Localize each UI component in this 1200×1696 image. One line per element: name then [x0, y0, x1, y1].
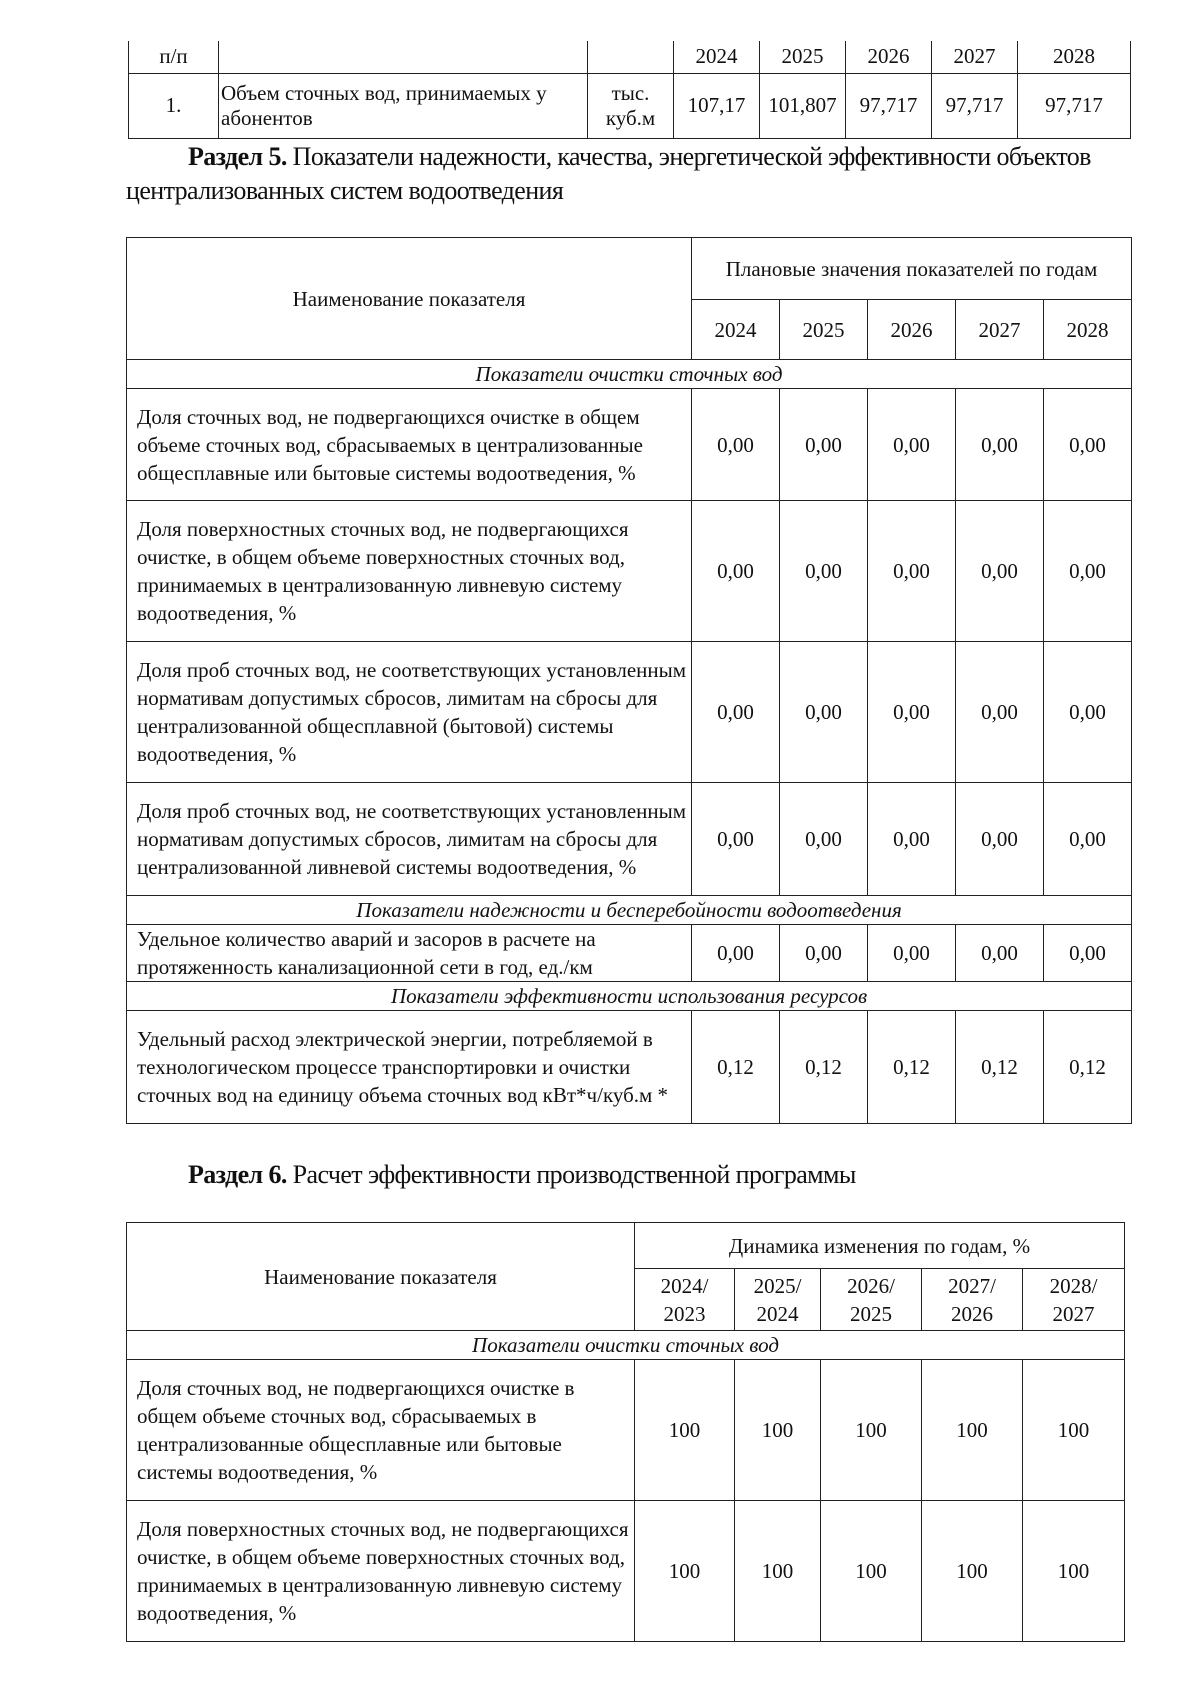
year-header: 2028 [1018, 41, 1131, 73]
value-cell: 0,00 [780, 642, 868, 783]
value-cell: 0,00 [692, 389, 780, 501]
indicator-name: Доля сточных вод, не подвергающихся очистке в общем объеме сточных вод, сбрасываемых в централизованные общесплавные или бытовые системы водоотведения, % [127, 1360, 635, 1501]
value-cell: 0,00 [868, 783, 956, 896]
value-cell: 0,00 [692, 642, 780, 783]
value-cell: 0,00 [780, 501, 868, 642]
indicator-name: Удельный расход электрической энергии, потребляемой в технологическом процессе транспортировки и очистки сточных вод на единицу объема сточных вод кВт*ч/куб.м * [127, 1011, 692, 1124]
value-cell: 0,00 [780, 783, 868, 896]
table-row [127, 1501, 1125, 1642]
group-title: Показатели очистки сточных вод [127, 1331, 1125, 1360]
value-cell: 0,12 [1044, 1011, 1132, 1124]
section-6-title: Расчет эффективности производственной программы [292, 1160, 856, 1189]
row-number-header: п/п [129, 41, 219, 73]
value-cell: 100 [922, 1501, 1023, 1642]
section-5-title: Показатели надежности, качества, энергетической эффективности объектов централизованных систем водоотведения [126, 142, 1091, 205]
period-header: 2024/ 2023 [635, 1269, 735, 1331]
value-cell: 0,00 [1044, 925, 1132, 982]
table-row [127, 1360, 1125, 1501]
indicator-name: Объем сточных вод, принимаемых у абонентов [219, 73, 588, 138]
value-cell: 100 [1023, 1501, 1125, 1642]
value-cell: 0,00 [692, 925, 780, 982]
section-6-heading [188, 1158, 1138, 1192]
value-cell: 97,717 [932, 73, 1018, 138]
year-header: 2024 [674, 41, 760, 73]
row-number: 1. [129, 73, 219, 138]
table-row [129, 73, 1131, 138]
indicator-name: Доля поверхностных сточных вод, не подвергающихся очистке, в общем объеме поверхностных сточных вод, принимаемых в централизованную ливневую систему водоотведения, % [127, 1501, 635, 1642]
value-cell: 0,00 [868, 925, 956, 982]
table-row [127, 783, 1132, 896]
table-row [127, 389, 1132, 501]
value-cell: 0,00 [1044, 389, 1132, 501]
year-header: 2028 [1044, 300, 1132, 360]
section-6-label: Раздел 6. [188, 1160, 287, 1189]
value-cell: 0,00 [956, 642, 1044, 783]
dynamics-header: Динамика изменения по годам, % [635, 1223, 1125, 1269]
year-header: 2024 [692, 300, 780, 360]
volume-table [128, 41, 1131, 139]
value-cell: 0,00 [1044, 642, 1132, 783]
value-cell: 0,00 [780, 925, 868, 982]
table-row [127, 642, 1132, 783]
indicator-name: Доля поверхностных сточных вод, не подвергающихся очистке, в общем объеме поверхностных сточных вод, принимаемых в централизованную ливневую систему водоотведения, % [127, 501, 692, 642]
value-cell: 0,00 [868, 501, 956, 642]
value-cell: 0,00 [1044, 501, 1132, 642]
value-cell: 0,00 [956, 783, 1044, 896]
value-cell: 0,00 [692, 501, 780, 642]
name-header-empty [219, 41, 588, 73]
value-cell: 100 [635, 1501, 735, 1642]
year-header: 2027 [932, 41, 1018, 73]
unit: тыс. куб.м [588, 73, 674, 138]
value-cell: 0,00 [780, 389, 868, 501]
period-header: 2028/ 2027 [1023, 1269, 1125, 1331]
value-cell: 0,00 [868, 642, 956, 783]
year-header: 2025 [760, 41, 846, 73]
table-row [127, 925, 1132, 982]
value-cell: 97,717 [846, 73, 932, 138]
section-5-label: Раздел 5. [188, 142, 287, 171]
indicator-name: Доля проб сточных вод, не соответствующих установленным нормативам допустимых сбросов, лимитам на сбросы для централизованной ливневой системы водоотведения, % [127, 783, 692, 896]
value-cell: 0,00 [868, 389, 956, 501]
value-cell: 100 [821, 1501, 922, 1642]
year-header: 2026 [846, 41, 932, 73]
indicator-name-header: Наименование показателя [127, 238, 692, 360]
value-cell: 0,00 [956, 389, 1044, 501]
indicator-name-header: Наименование показателя [127, 1223, 635, 1331]
group-title: Показатели эффективности использования ресурсов [127, 982, 1132, 1011]
value-cell: 100 [922, 1360, 1023, 1501]
value-cell: 0,00 [956, 501, 1044, 642]
value-cell: 0,00 [692, 783, 780, 896]
group-title: Показатели надежности и бесперебойности водоотведения [127, 896, 1132, 925]
value-cell: 0,00 [1044, 783, 1132, 896]
year-header: 2026 [868, 300, 956, 360]
value-cell: 0,12 [868, 1011, 956, 1124]
indicators-plan-table [126, 237, 1132, 1124]
value-cell: 100 [821, 1360, 922, 1501]
period-header: 2026/ 2025 [821, 1269, 922, 1331]
period-header: 2027/ 2026 [922, 1269, 1023, 1331]
value-cell: 0,12 [692, 1011, 780, 1124]
value-cell: 100 [1023, 1360, 1125, 1501]
indicator-name: Удельное количество аварий и засоров в расчете на протяженность канализационной сети в год, ед./км [127, 925, 692, 982]
indicator-name: Доля сточных вод, не подвергающихся очистке в общем объеме сточных вод, сбрасываемых в централизованные общесплавные или бытовые системы водоотведения, % [127, 389, 692, 501]
period-header: 2025/ 2024 [735, 1269, 821, 1331]
value-cell: 107,17 [674, 73, 760, 138]
indicator-name: Доля проб сточных вод, не соответствующих установленным нормативам допустимых сбросов, лимитам на сбросы для централизованной общесплавной (бытовой) системы водоотведения, % [127, 642, 692, 783]
efficiency-table [126, 1222, 1125, 1642]
table-row [127, 501, 1132, 642]
value-cell: 101,807 [760, 73, 846, 138]
value-cell: 100 [735, 1360, 821, 1501]
unit-header-empty [588, 41, 674, 73]
value-cell: 100 [635, 1360, 735, 1501]
value-cell: 0,00 [956, 925, 1044, 982]
plan-values-header: Плановые значения показателей по годам [692, 238, 1132, 300]
year-header: 2025 [780, 300, 868, 360]
section-5-heading [126, 140, 1136, 208]
table-row [127, 1011, 1132, 1124]
value-cell: 100 [735, 1501, 821, 1642]
value-cell: 0,12 [956, 1011, 1044, 1124]
year-header: 2027 [956, 300, 1044, 360]
group-title: Показатели очистки сточных вод [127, 360, 1132, 389]
value-cell: 0,12 [780, 1011, 868, 1124]
volume-table-header-row [129, 41, 1131, 73]
value-cell: 97,717 [1018, 73, 1131, 138]
